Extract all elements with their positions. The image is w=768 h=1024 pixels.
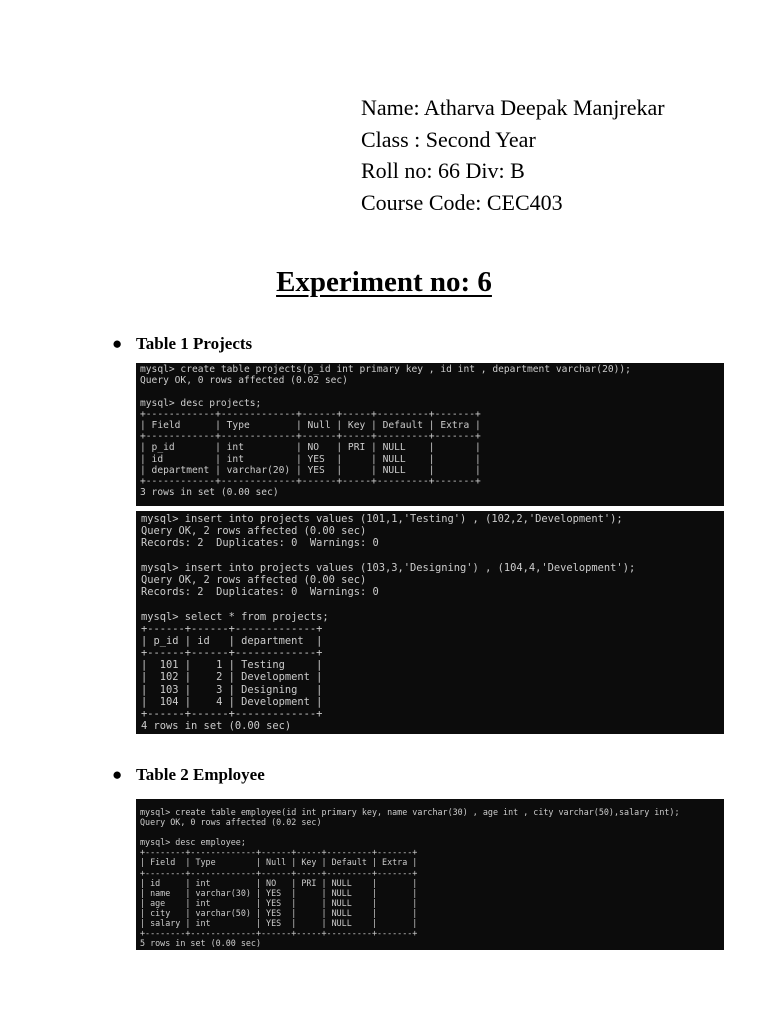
terminal-line: [141, 598, 719, 610]
section-heading-employee: [112, 765, 265, 785]
terminal-line: +------+------+-------------+: [141, 622, 323, 635]
experiment-title-container: [0, 266, 768, 299]
bullet-icon: ●: [112, 334, 123, 353]
terminal-line: Query OK, 0 rows affected (0.02 sec): [140, 375, 348, 387]
terminal-line: | Field | Type | Null | Key | Default | Extra |: [140, 419, 481, 431]
terminal-line: Records: 2 Duplicates: 0 Warnings: 0: [141, 537, 379, 550]
terminal-line: mysql> insert into projects values (103,3,'Designing') , (104,4,'Development');: [141, 561, 636, 574]
terminal-line: mysql> create table projects(p_id int primary key , id int , department varchar(20));: [140, 364, 631, 375]
terminal-line: | 102 | 2 | Development |: [141, 671, 323, 684]
terminal-projects-desc: [136, 363, 724, 506]
section-label: Table 2 Employee: [136, 765, 265, 784]
terminal-line: | city | varchar(50) | YES | | NULL | |: [140, 907, 418, 918]
terminal-line: +--------+-------------+------+-----+---------+-------+: [140, 928, 418, 939]
terminal-line: +------+------+-------------+: [141, 708, 323, 720]
terminal-projects-insert: [136, 511, 724, 734]
terminal-line: +------------+-------------+------+-----+---------+-------+: [140, 431, 481, 443]
terminal-line: | age | int | YES | | NULL | |: [140, 897, 418, 908]
terminal-line: Query OK, 2 rows affected (0.00 sec): [141, 525, 367, 538]
terminal-line: 5 rows in set (0.00 sec): [140, 938, 262, 949]
terminal-line: mysql> create table employee(id int primary key, name varchar(30) , age int , city varchar(50),salary int);: [140, 807, 680, 817]
terminal-line: | name | varchar(30) | YES | | NULL | |: [140, 887, 418, 898]
terminal-line: +------------+-------------+------+-----+---------+-------+: [140, 408, 481, 420]
terminal-line: [140, 827, 720, 837]
terminal-line: | Field | Type | Null | Key | Default | Extra |: [140, 857, 418, 868]
terminal-line: +--------+-------------+------+-----+---------+-------+: [140, 847, 418, 858]
student-info: [361, 92, 665, 218]
terminal-line: | 103 | 3 | Designing |: [141, 683, 323, 696]
terminal-line: mysql> insert into projects values (101,1,'Testing') , (102,2,'Development');: [141, 513, 623, 525]
terminal-line: 3 rows in set (0.00 sec): [140, 487, 279, 499]
terminal-line: | p_id | int | NO | PRI | NULL | |: [140, 442, 481, 454]
terminal-line: | department | varchar(20) | YES | | NULL | |: [140, 464, 481, 476]
experiment-title: Experiment no: 6: [276, 266, 492, 298]
terminal-line: | 101 | 1 | Testing |: [141, 659, 323, 672]
bullet-icon: ●: [112, 765, 123, 784]
terminal-line: mysql> desc projects;: [140, 397, 262, 409]
terminal-line: | id | int | NO | PRI | NULL | |: [140, 877, 418, 888]
student-name: Name: Atharva Deepak Manjrekar: [361, 95, 665, 120]
course-code: Course Code: CEC403: [361, 189, 563, 215]
terminal-line: | id | int | YES | | NULL | |: [140, 453, 481, 465]
terminal-line: Records: 2 Duplicates: 0 Warnings: 0: [141, 586, 379, 599]
terminal-employee-desc: [136, 799, 724, 950]
terminal-line: [141, 550, 719, 562]
section-label: Table 1 Projects: [136, 334, 253, 353]
student-roll: Roll no: 66 Div: B: [361, 158, 525, 183]
terminal-line: | 104 | 4 | Development |: [141, 695, 323, 708]
terminal-line: [140, 386, 720, 397]
terminal-line: mysql> select * from projects;: [141, 610, 329, 623]
terminal-line: 4 rows in set (0.00 sec): [141, 720, 292, 733]
terminal-line: mysql> desc employee;: [140, 837, 246, 848]
terminal-line: +------------+-------------+------+-----+---------+-------+: [140, 475, 481, 487]
terminal-line: +--------+-------------+------+-----+---------+-------+: [140, 867, 418, 878]
terminal-line: Query OK, 0 rows affected (0.02 sec): [140, 817, 322, 828]
terminal-line: +------+------+-------------+: [141, 647, 323, 660]
section-heading-projects: [112, 334, 252, 354]
student-class: Class : Second Year: [361, 126, 536, 152]
terminal-line: | p_id | id | department |: [141, 634, 323, 647]
terminal-line: Query OK, 2 rows affected (0.00 sec): [141, 573, 367, 586]
terminal-line: | salary | int | YES | | NULL | |: [140, 918, 418, 929]
